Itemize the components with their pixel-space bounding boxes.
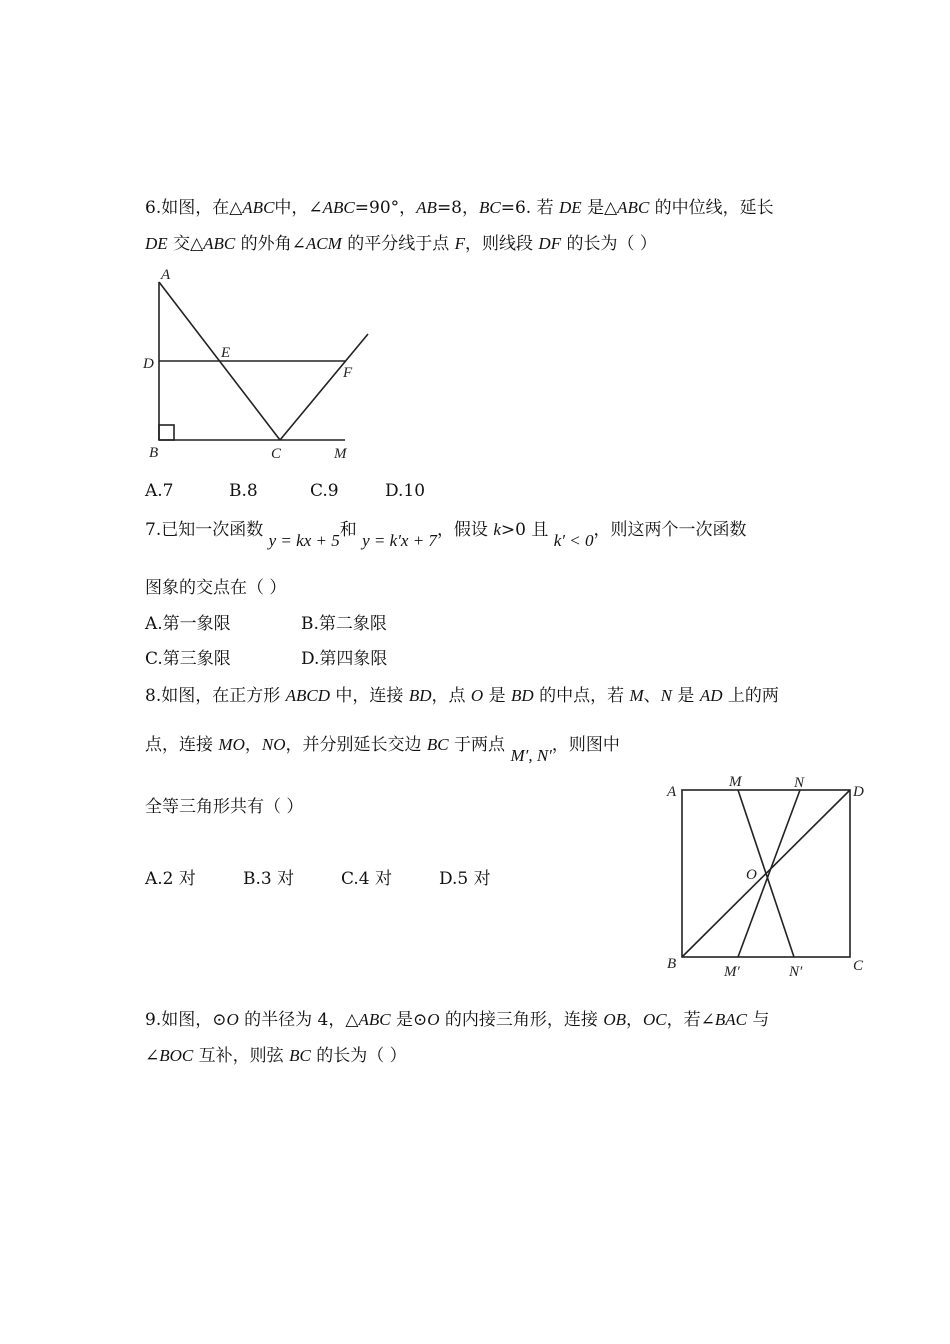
q7-stem-line-2: 图象的交点在（ ） <box>145 578 287 598</box>
q6-option-c[interactable]: C.9 <box>310 481 339 501</box>
q7-option-a[interactable]: A.第一象限 <box>145 614 231 634</box>
q6-option-d[interactable]: D.10 <box>385 481 426 501</box>
q9-stem-line-2: ∠BOC 互补，则弦 BC 的长为（ ） <box>145 1046 407 1066</box>
label-a: A <box>667 784 677 800</box>
label-n: N <box>794 775 805 791</box>
q8-option-d[interactable]: D.5 对 <box>439 869 491 889</box>
q7-formula-2: y = k′x + 7 <box>362 531 437 550</box>
q7-condition: k′ < 0 <box>553 531 594 550</box>
q6-triangle-figure <box>138 262 378 466</box>
label-b: B <box>667 956 677 972</box>
right-angle-mark <box>159 425 174 440</box>
q6-option-a[interactable]: A.7 <box>145 481 174 501</box>
q7-option-b[interactable]: B.第二象限 <box>301 614 387 634</box>
label-d: D <box>853 784 864 800</box>
label-b: B <box>149 445 159 461</box>
q9-stem-line-1: 9.如图，⊙O 的半径为 4，△ABC 是⊙O 的内接三角形，连接 OB，OC，若∠BAC 与 <box>145 1010 770 1030</box>
label-m: M <box>729 774 742 790</box>
label-c: C <box>271 446 282 462</box>
q7-stem-line-1: 7.已知一次函数 y = kx + 5和 y = k′x + 7，假设 k>0 且 k′ < 0，则这两个一次函数 <box>145 520 747 550</box>
q8-stem-line-1: 8.如图，在正方形 ABCD 中，连接 BD，点 O 是 BD 的中点，若 M、N 是 AD 上的两 <box>145 686 779 706</box>
label-e: E <box>221 345 231 361</box>
q7-option-c[interactable]: C.第三象限 <box>145 649 231 669</box>
label-m: M <box>334 446 347 462</box>
label-d: D <box>143 356 154 372</box>
q7-option-d[interactable]: D.第四象限 <box>301 649 388 669</box>
q7-formula-1: y = kx + 5 <box>268 531 340 550</box>
label-m-prime: M′ <box>724 964 740 980</box>
q8-option-b[interactable]: B.3 对 <box>243 869 295 889</box>
q8-option-c[interactable]: C.4 对 <box>341 869 393 889</box>
q6-stem-line-1: 6.如图，在△ABC中，∠ABC=90°，AB=8，BC=6. 若 DE 是△ABC 的中位线，延长 <box>145 198 774 218</box>
q8-stem-line-2: 点，连接 MO，NO，并分别延长交边 BC 于两点 M′, N′，则图中 <box>145 735 620 765</box>
q8-square-figure <box>660 768 880 986</box>
label-a: A <box>161 267 171 283</box>
q6-option-b[interactable]: B.8 <box>229 481 258 501</box>
q8-stem-line-3: 全等三角形共有（ ） <box>145 797 304 817</box>
label-c: C <box>853 958 864 974</box>
q8-option-a[interactable]: A.2 对 <box>145 869 196 889</box>
label-o: O <box>746 867 757 883</box>
q8-points-m-n-prime: M′, N′ <box>510 746 552 765</box>
label-f: F <box>343 365 353 381</box>
q6-stem-line-2: DE 交△ABC 的外角∠ACM 的平分线于点 F，则线段 DF 的长为（ ） <box>145 234 657 254</box>
label-n-prime: N′ <box>789 964 803 980</box>
ray-cf <box>280 334 368 440</box>
